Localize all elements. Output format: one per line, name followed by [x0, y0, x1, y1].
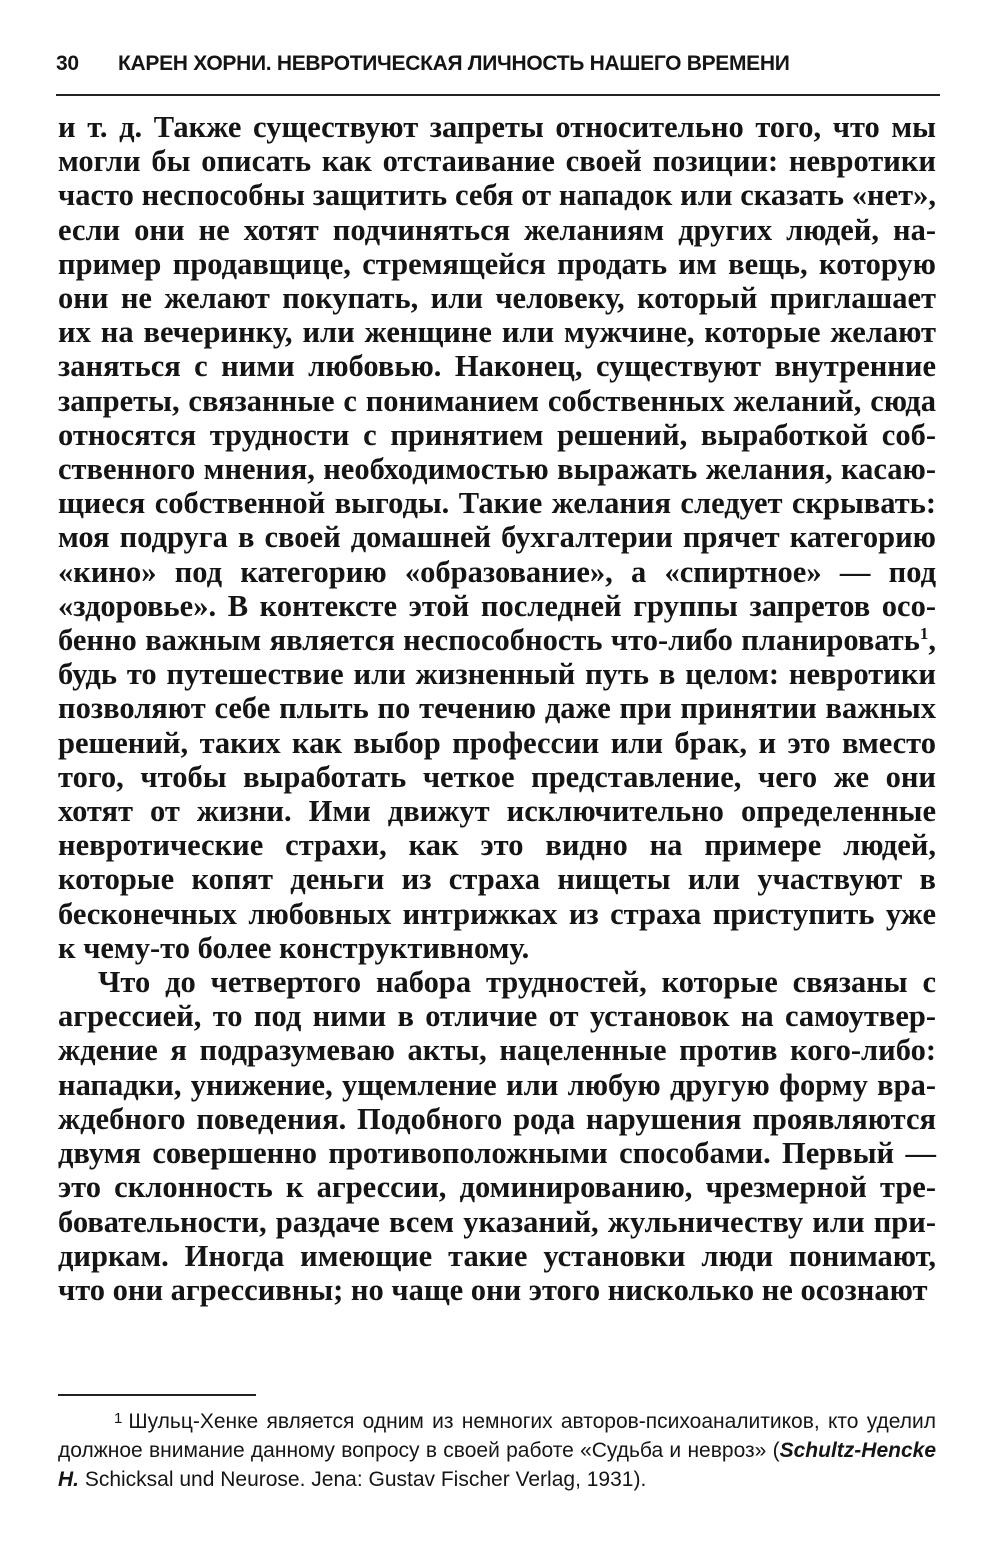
footnote-mark: 1 [114, 1410, 123, 1427]
footnote [58, 1404, 936, 1494]
footnote-citation: Schicksal und Neurose. Jena: Gustav Fischer Verlag, 1931). [79, 1468, 647, 1491]
paragraph-text-continued: , будь то путешествие или жизненный путь в целом: невротики позволяют себе плыть по течению даже при принятии важных решений, таких как выбор профессии или брак, и это вместо того, чтобы выработать четкое представление, чего же они хотят от жизни. Ими движут исключительно определенные невротические страхи, как это видно на примере людей, которые копят деньги из страха нищеты или участвуют в бесконечных любовных интрижках из страха приступить уже к чему-то более конструктивному. [58, 623, 936, 965]
running-header [56, 52, 940, 76]
footnote-author: Schultz-Hencke H. [58, 1439, 936, 1491]
header-rule [56, 94, 940, 96]
footnote-text: Шульц-Хенке является одним из немногих авторов-психоаналитиков, кто уделил должное внимание данному вопросу в своей работе «Судьба и невроз» ( [58, 1410, 936, 1462]
footnote-rule [58, 1394, 256, 1396]
running-title: КАРЕН ХОРНИ. НЕВРОТИЧЕСКАЯ ЛИЧНОСТЬ НАШЕГО ВРЕМЕНИ [118, 52, 790, 75]
paragraph [58, 110, 936, 965]
footnote-reference[interactable]: 1 [919, 623, 929, 643]
main-text [58, 110, 936, 1307]
page-number: 30 [56, 52, 79, 75]
paragraph-text: и т. д. Также существуют запреты относительно того, что мы могли бы описать как отстаивание своей позиции: невротики часто неспособны защитить себя от нападок или сказать «нет», если они не хотят подчиняться желаниям других людей, например продавщице, стремящейся продать им вещь, которую они не желают покупать, или человеку, который приглашает их на вечеринку, или женщине или мужчине, которые желают заняться с ними любовью. Наконец, существуют внутренние запреты, связанные с пониманием собственных желаний, сюда относятся трудности с принятием решений, выработкой собственного мнения, необходимостью выражать желания, касающиеся собственной выгоды. Такие желания следует скрывать: моя подруга в своей домашней бухгалтерии прячет категорию «кино» под категорию «образование», а «спиртное» — под «здоровье». В контексте этой последней группы запретов особенно важным является неспособность что-либо планировать [58, 110, 936, 658]
paragraph: Что до четвертого набора трудностей, которые связаны с агрессией, то под ними в отличие от установок на самоутверждение я подразумеваю акты, нацеленные против кого-либо: нападки, унижение, ущемление или любую другую форму враждебного поведения. Подобного рода нарушения проявляются двумя совершенно противоположными способами. Первый — это склонность к агрессии, доминированию, чрезмерной требовательности, раздаче всем указаний, жульничеству или придиркам. Иногда имеющие такие установки люди понимают, что они агрессивны; но чаще они этого нисколько не осознают [58, 965, 936, 1307]
